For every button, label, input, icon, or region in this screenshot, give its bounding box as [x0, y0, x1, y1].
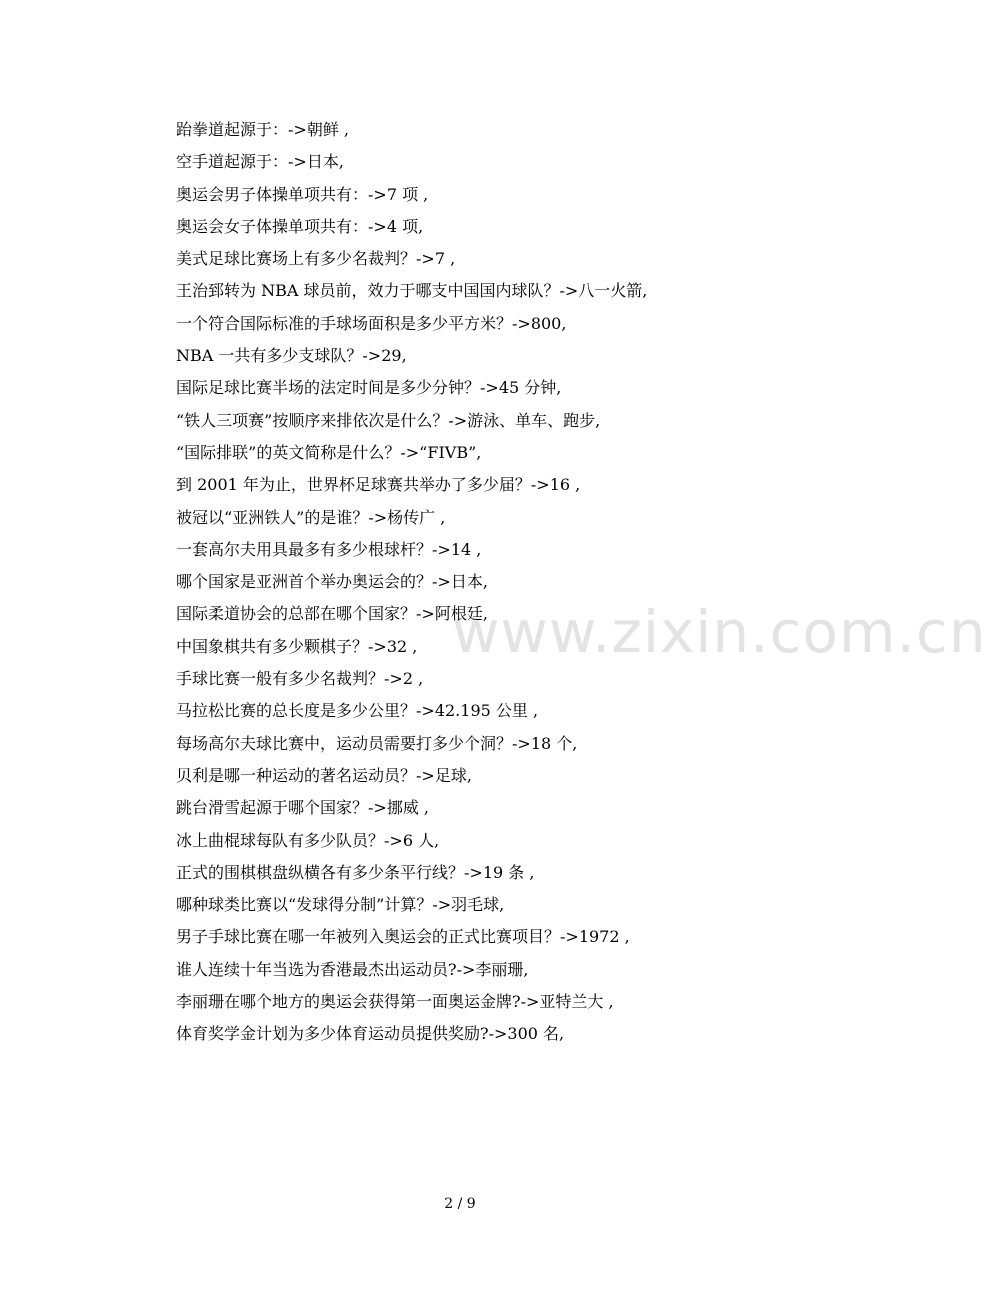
qa-line: NBA 一共有多少支球队？->29, — [176, 346, 407, 366]
watermark-text: www.zixin.com.cn — [452, 598, 987, 666]
qa-line: 李丽珊在哪个地方的奥运会获得第一面奥运金牌?->亚特兰大 , — [176, 992, 614, 1012]
qa-line: 跳台滑雪起源于哪个国家？->挪威 , — [176, 798, 429, 818]
qa-line: 谁人连续十年当选为香港最杰出运动员?->李丽珊, — [176, 959, 529, 979]
qa-line: 中国象棋共有多少颗棋子？->32 , — [176, 636, 418, 656]
qa-list — [176, 114, 816, 1051]
qa-line: 一个符合国际标准的手球场面积是多少平方米？->800, — [176, 313, 567, 333]
qa-line: “国际排联”的英文简称是什么？->“FIVB”, — [176, 442, 482, 462]
qa-line: 哪个国家是亚洲首个举办奥运会的？->日本, — [176, 572, 488, 592]
qa-line: 被冠以“亚洲铁人”的是谁？->杨传广 , — [176, 507, 446, 527]
qa-line: 手球比赛一般有多少名裁判？->2 , — [176, 669, 424, 689]
qa-line: “铁人三项赛”按顺序来排依次是什么？->游泳、单车、跑步, — [176, 410, 601, 430]
qa-line: 男子手球比赛在哪一年被列入奥运会的正式比赛项目？->1972 , — [176, 927, 630, 947]
qa-line: 正式的围棋棋盘纵横各有多少条平行线？->19 条 , — [176, 862, 535, 882]
qa-line: 国际柔道协会的总部在哪个国家？->阿根廷, — [176, 604, 488, 624]
qa-line: 每场高尔夫球比赛中，运动员需要打多少个洞？->18 个, — [176, 733, 578, 753]
qa-line: 一套高尔夫用具最多有多少根球杆？->14 , — [176, 539, 482, 559]
qa-line: 王治郅转为 NBA 球员前，效力于哪支中国国内球队？->八一火箭, — [176, 281, 648, 301]
qa-line: 到 2001 年为止，世界杯足球赛共举办了多少届？->16 , — [176, 475, 581, 495]
qa-line: 空手道起源于：->日本, — [176, 152, 344, 172]
qa-line: 国际足球比赛半场的法定时间是多少分钟？->45 分钟, — [176, 378, 562, 398]
qa-line: 贝利是哪一种运动的著名运动员？->足球, — [176, 765, 472, 785]
qa-line: 奥运会女子体操单项共有：->4 项, — [176, 216, 424, 236]
qa-line: 冰上曲棍球每队有多少队员？->6 人, — [176, 830, 440, 850]
qa-line: 跆拳道起源于：->朝鲜 , — [176, 120, 349, 139]
qa-line: 马拉松比赛的总长度是多少公里？->42.195 公里 , — [176, 701, 539, 721]
qa-line: 奥运会男子体操单项共有：->7 项 , — [176, 184, 429, 204]
page-number: 2 / 9 — [444, 1196, 476, 1212]
qa-line: 体育奖学金计划为多少体育运动员提供奖励?->300 名, — [176, 1024, 565, 1044]
qa-line: 哪种球类比赛以“发球得分制”计算？->羽毛球, — [176, 895, 505, 915]
qa-line: 美式足球比赛场上有多少名裁判？->7 , — [176, 249, 456, 269]
